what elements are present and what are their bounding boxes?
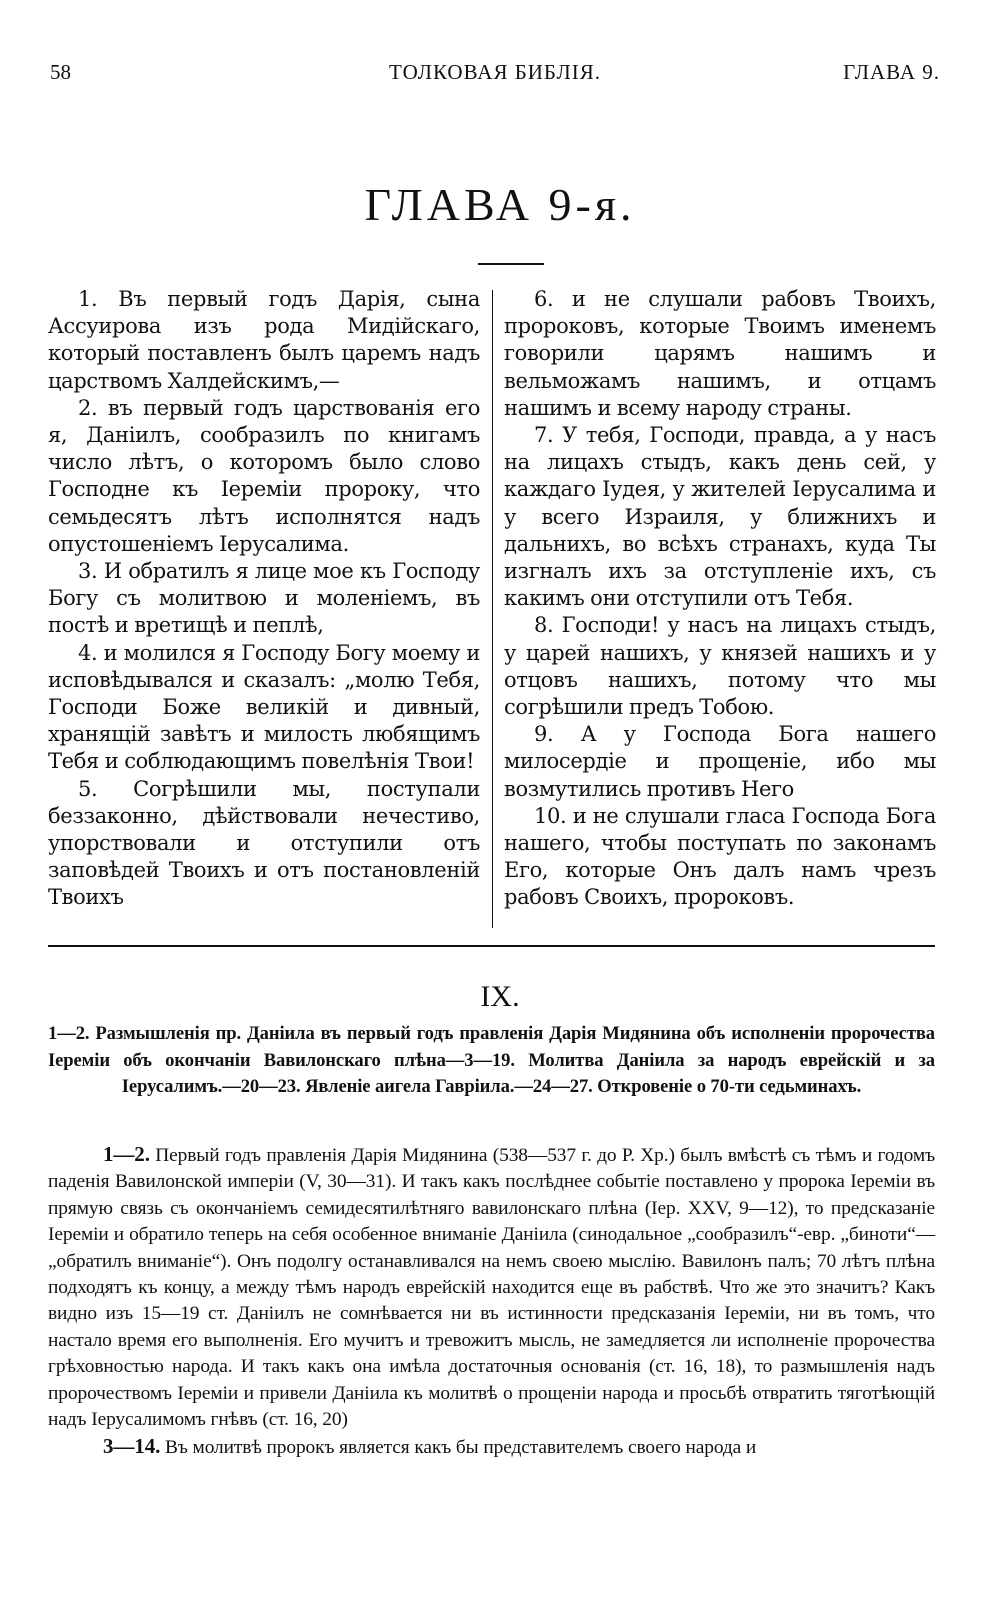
scripture-columns: [48, 286, 935, 936]
section-numeral: IX.: [480, 980, 520, 1013]
right-column: [504, 286, 936, 912]
heading-rule: [478, 263, 544, 265]
verse-reference: 1—2.: [103, 1142, 150, 1166]
verse: 1. Въ первый годъ Дарія, сына Ассуирова изъ рода Мидійскаго, который поставленъ былъ царемъ надъ царствомъ Халдейскимъ,—: [48, 287, 480, 393]
verse: 3. И обратилъ я лице мое къ Господу Богу съ молитвою и моленіемъ, въ постѣ и вретищѣ и пеплѣ,: [48, 559, 480, 638]
verse: 6. и не слушали рабовъ Твоихъ, пророковъ, которые Твоимъ именемъ говорили царямъ нашимъ и вельможамъ нашимъ, и отцамъ нашимъ и всему народу страны.: [504, 287, 936, 420]
section-summary: 1—2. Размышленія пр. Даніила въ первый годъ правленія Дарія Мидянина объ исполненіи пророчества Іереміи объ окончаніи Вавилонскаго плѣна—3—19. Молитва Даніила за народъ еврейскій и за Іерусалимъ.—20—23. Явленіе аигела Гавріила.—24—27. Откровеніе о 70-ти седьминахъ.: [48, 1023, 935, 1097]
verse: 8. Господи! у насъ на лицахъ стыдъ, у царей нашихъ, у князей нашихъ и у отцовъ нашихъ, потому что мы согрѣшили предъ Тобою.: [504, 613, 936, 720]
verse: 5. Согрѣшили мы, поступали беззаконно, дѣйствовали нечестиво, упорствовали и отступили отъ заповѣдей Твоихъ и отъ постановленій Твоихъ: [48, 776, 480, 910]
commentary-text: Въ молитвѣ пророкъ является какъ бы представителемъ своего народа и: [160, 1437, 757, 1459]
verse: 7. У тебя, Господи, правда, а у насъ на лицахъ стыдъ, какъ день сей, у каждаго Іудея, у жителей Іерусалима и у всего Израиля, у ближнихъ и дальнихъ, во всѣхъ странахъ, куда Ты изгналъ ихъ за отступленіе ихъ, съ какимъ они отступили отъ Тебя.: [504, 423, 936, 611]
section-rule: [48, 945, 935, 947]
verse: 2. въ первый годъ царствованія его я, Даніилъ, сообразилъ по книгамъ число лѣтъ, о которомъ было слово Господне къ Іереміи пророку, что семьдесятъ лѣтъ исполнятся надъ опустошеніемъ Іерусалима.: [48, 395, 480, 556]
verse: 9. А у Господа Бога нашего милосердіе и прощеніе, ибо мы возмутились противъ Него: [504, 722, 936, 801]
left-column: [48, 286, 480, 912]
commentary: [48, 1141, 935, 1462]
verse: 4. и молился я Господу Богу моему и исповѣдывался и сказалъ: „молю Тебя, Господи Боже великій и дивный, хранящій завѣтъ и милость любящимъ Тебя и соблюдающимъ повелѣнія Твои!: [48, 640, 480, 774]
verse-reference: 3—14.: [103, 1434, 161, 1459]
book-title: ТОЛКОВАЯ БИБЛІЯ.: [389, 60, 601, 84]
column-divider: [492, 290, 493, 928]
chapter-label: ГЛАВА 9.: [843, 60, 940, 84]
running-header: [50, 60, 940, 94]
verse: 10. и не слушали гласа Господа Бога нашего, чтобы поступать по законамъ Его, которые Онъ далъ намъ чрезъ рабовъ Своихъ, пророковъ.: [504, 803, 936, 910]
commentary-paragraph: [48, 1433, 935, 1461]
chapter-heading: ГЛАВА 9-я.: [364, 179, 636, 230]
commentary-text: Первый годъ правленія Дарія Мидянина (538—537 г. до Р. Хр.) былъ вмѣстѣ съ тѣмъ и годомъ паденія Вавилонской имперіи (V, 30—31). И такъ какъ послѣднее событіе поставлено у пророка Іереміи въ прямую связь съ окончаніемъ семидесятилѣтняго вавилонскаго плѣна (Іер. XXV, 9—12), то предсказаніе Іереміи и обратило теперь на себя особенное вниманіе Даніила (синодальное „сообразилъ“-евр. „биноти“—„обратилъ вниманіе“). Онъ подолгу останавливался на немъ своею мыслію. Вавилонъ палъ; 70 лѣтъ плѣна подходятъ къ концу, а между тѣмъ народъ еврейскій находится еще въ рабствѣ. Что же это значитъ? Какъ видно изъ 15—19 ст. Даніилъ не сомнѣвается ни въ истинности предсказанія Іереміи, ни въ томъ, что настало время его выполненія. Его мучитъ и тревожитъ мысль, не замедляется ли исполненіе пророчества грѣховностью народа. И такъ какъ она имѣла достаточныя основанія (ст. 16, 18), то размышленія надъ пророчествомъ Іереміи и привели Даніила къ молитвѣ о прощеніи народа и просьбѣ отвратить тяготѣющій надъ Іерусалимомъ гнѣвъ (ст. 16, 20): [48, 1145, 935, 1431]
commentary-paragraph: [48, 1141, 935, 1433]
page-number: 58: [50, 60, 71, 84]
